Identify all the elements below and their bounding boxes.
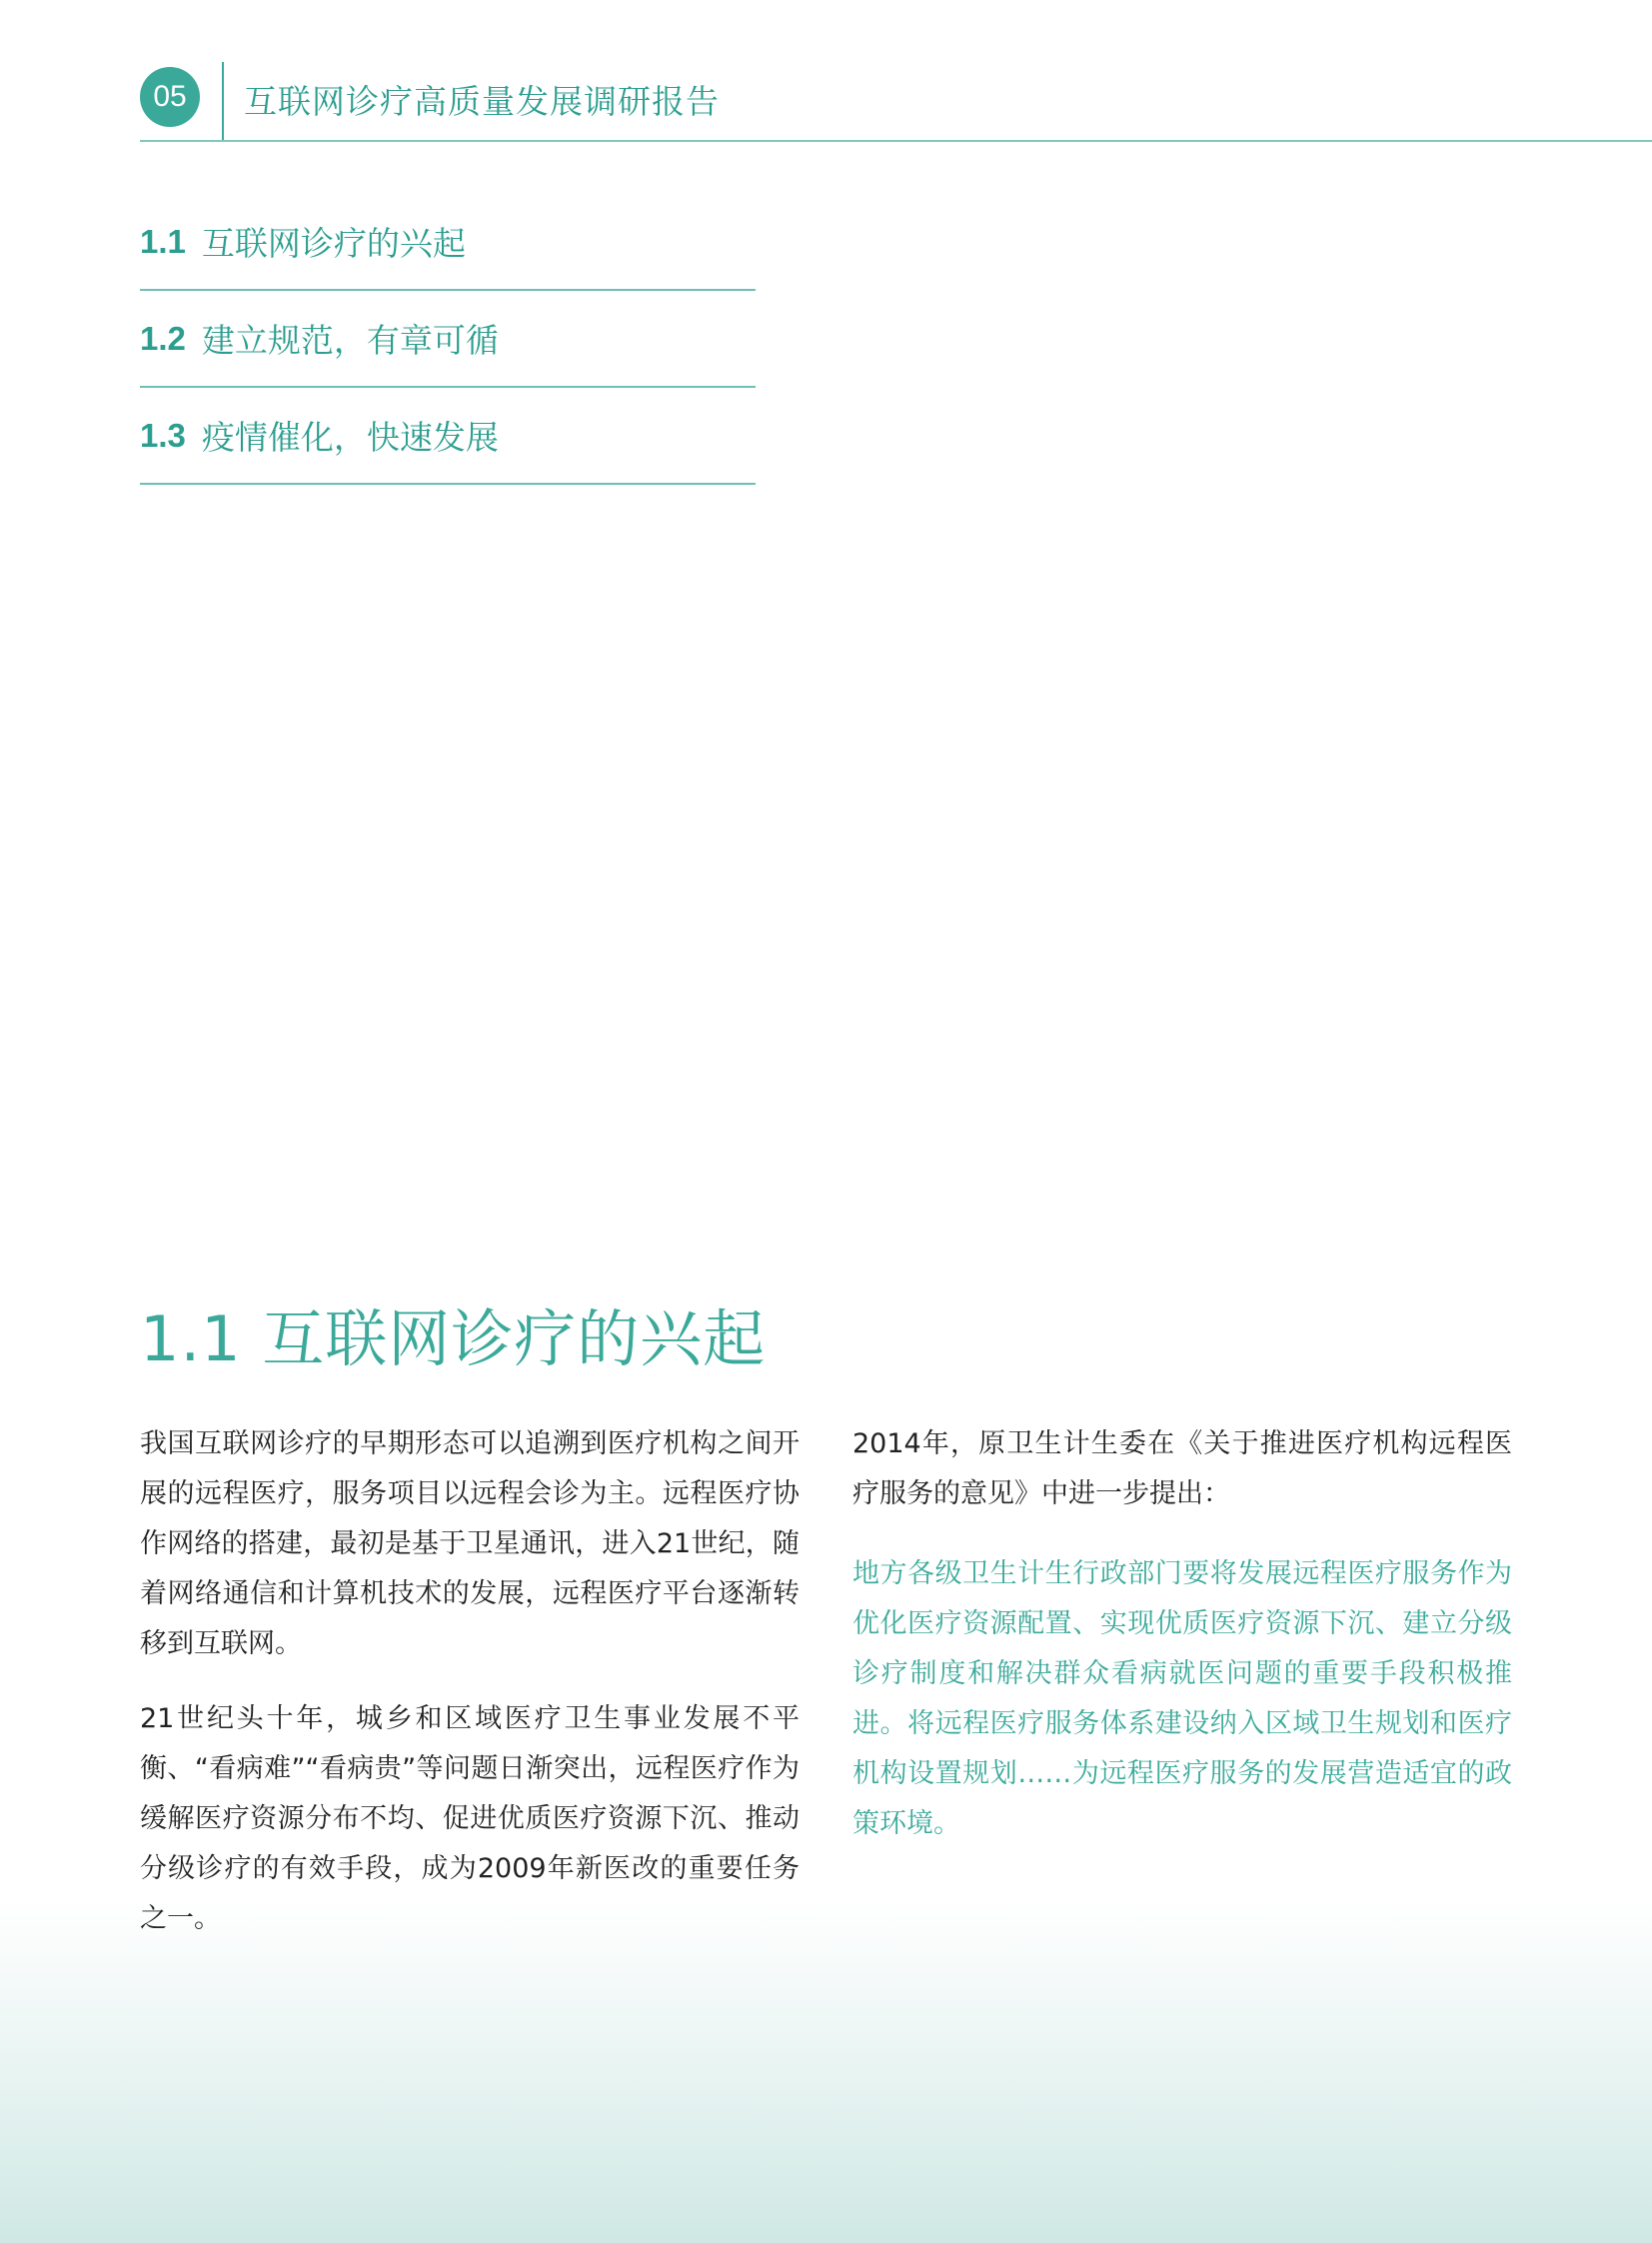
toc-number: 1.3 [140, 416, 186, 454]
header-divider [222, 62, 224, 140]
header-rule [140, 140, 1652, 142]
toc-number: 1.2 [140, 319, 186, 357]
right-text-column [852, 1419, 1512, 1874]
page-number-badge: 05 [140, 67, 200, 127]
toc-label: 建立规范，有章可循 [201, 321, 499, 360]
page-header [140, 62, 1652, 142]
toc-item-1-3[interactable] [140, 388, 756, 485]
toc-item-1-1[interactable] [140, 200, 756, 291]
body-paragraph: 我国互联网诊疗的早期形态可以追溯到医疗机构之间开展的远程医疗，服务项目以远程会诊为主。远程医疗协作网络的搭建，最初是基于卫星通讯，进入21世纪，随着网络通信和计算机技术的发展，远程医疗平台逐渐转移到互联网。 [140, 1428, 800, 1659]
report-title: 互联网诊疗高质量发展调研报告 [244, 82, 720, 121]
body-paragraph: 21世纪头十年，城乡和区域医疗卫生事业发展不平衡、“看病难”“看病贵”等问题日渐突出，远程医疗作为缓解医疗资源分布不均、促进优质医疗资源下沉、推动分级诊疗的有效手段，成为2009年新医改的重要任务之一。 [140, 1703, 800, 1934]
toc-label: 疫情催化，快速发展 [201, 418, 499, 457]
section-heading: 1.1 互联网诊疗的兴起 [140, 1302, 767, 1375]
left-text-column [140, 1419, 800, 1969]
body-paragraph: 2014年，原卫生计生委在《关于推进医疗机构远程医疗服务的意见》中进一步提出： [852, 1428, 1512, 1509]
toc-label: 互联网诊疗的兴起 [201, 224, 466, 263]
policy-quote: 地方各级卫生计生行政部门要将发展远程医疗服务作为优化医疗资源配置、实现优质医疗资源下沉、建立分级诊疗制度和解决群众看病就医问题的重要手段积极推进。将远程医疗服务体系建设纳入区域卫生规划和医疗机构设置规划……为远程医疗服务的发展营造适宜的政策环境。 [852, 1558, 1512, 1839]
toc-number: 1.1 [140, 222, 186, 260]
toc-item-1-2[interactable] [140, 291, 756, 388]
table-of-contents [140, 200, 756, 485]
